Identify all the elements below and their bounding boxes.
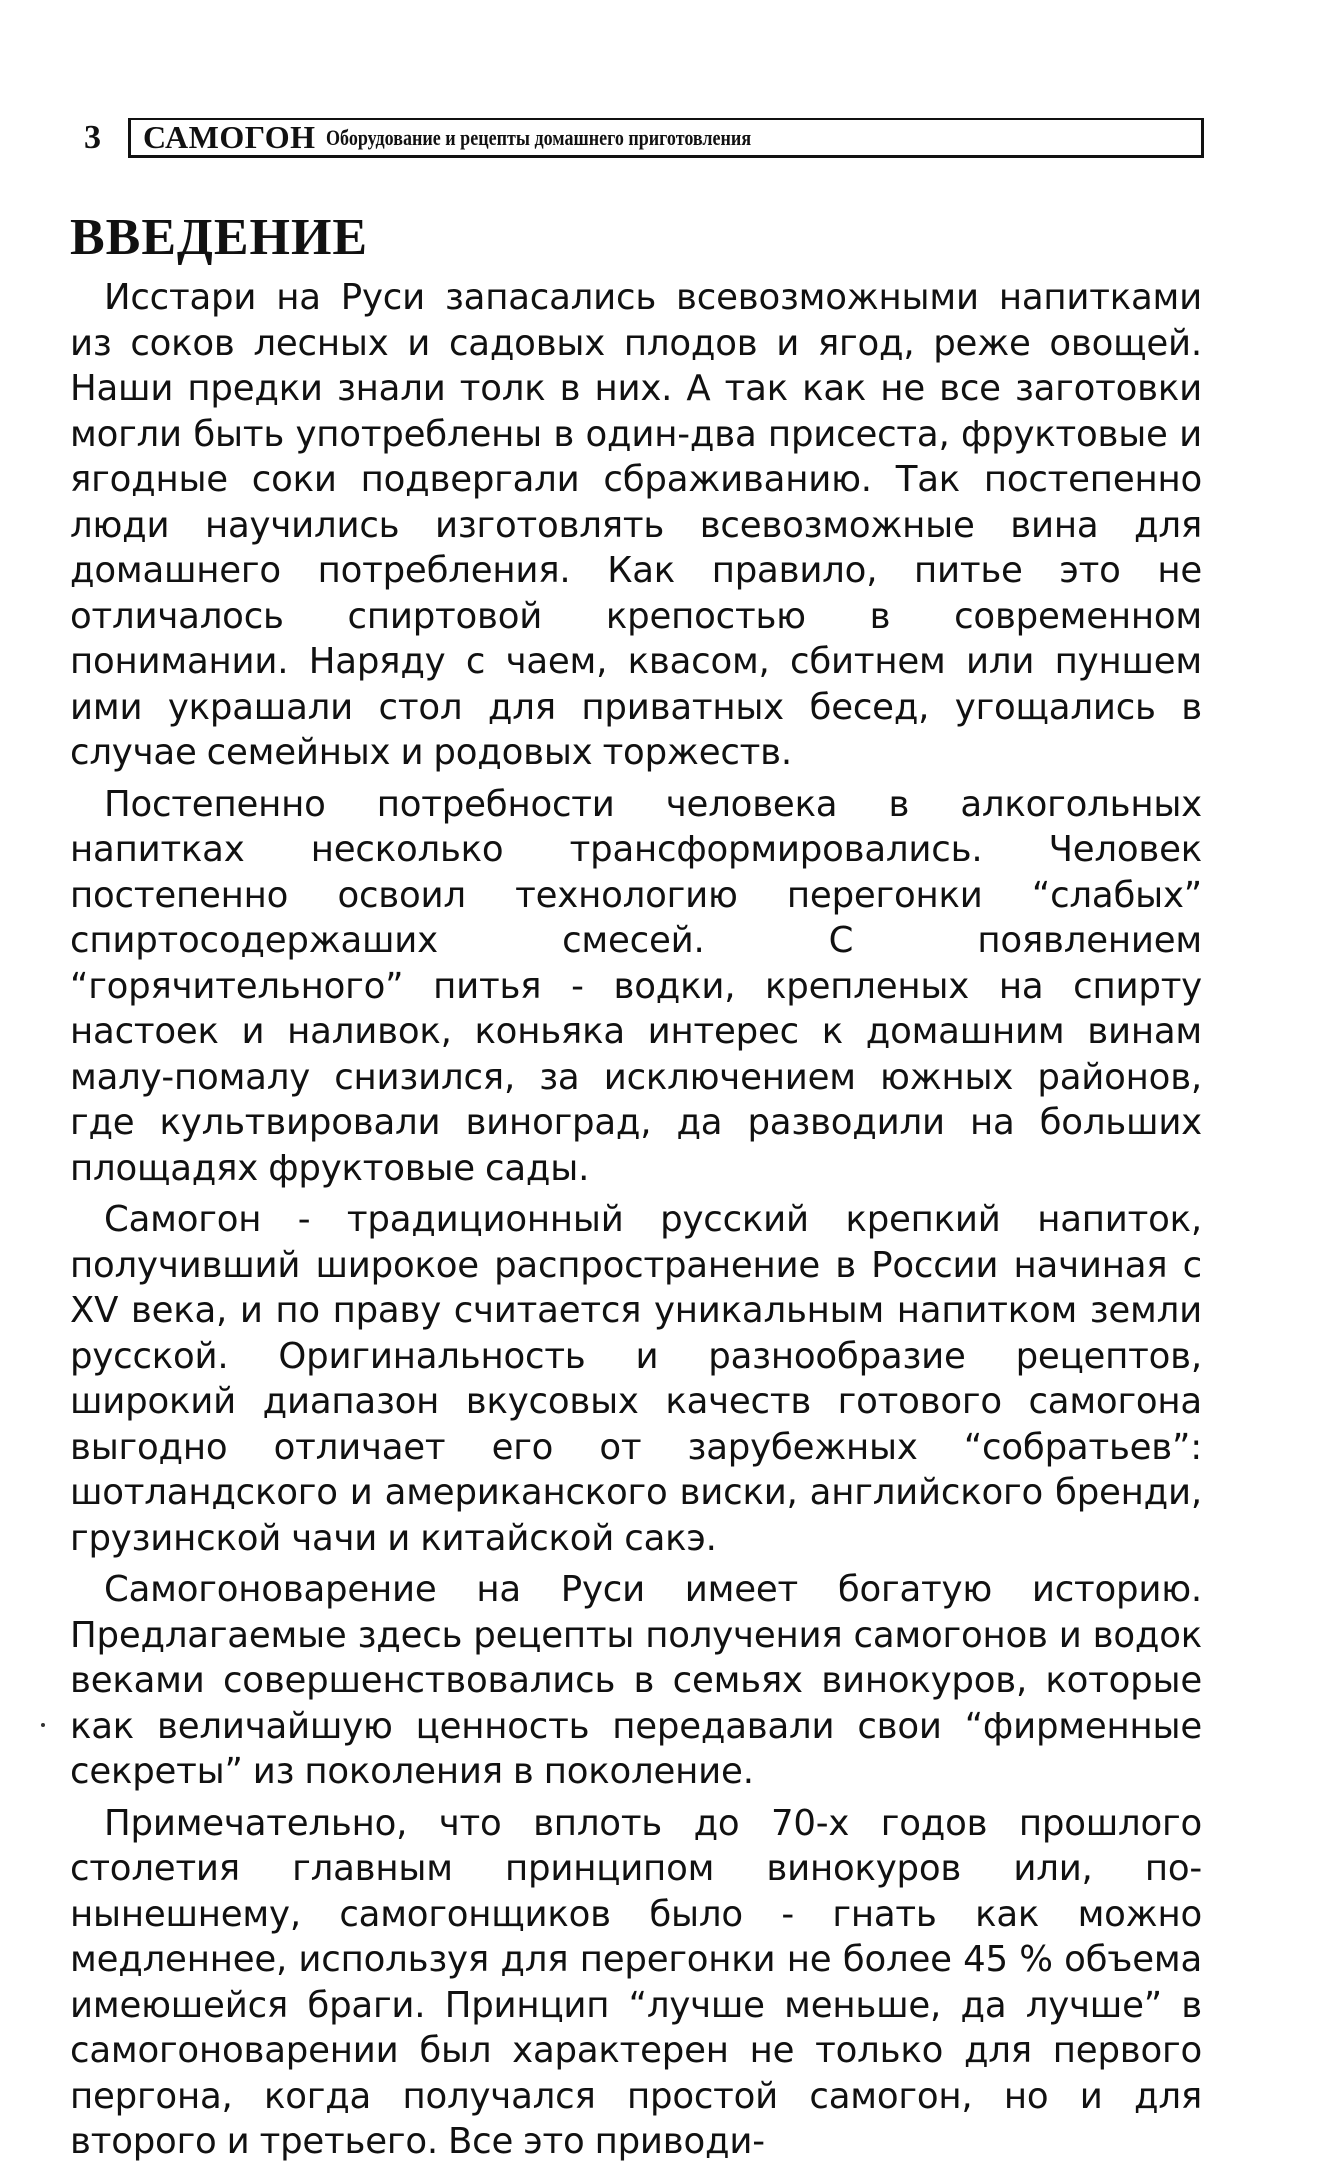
book-title: САМОГОН — [143, 119, 316, 155]
paragraph-3: Самогон - традиционный русский крепкий напиток, получивший широкое распространение в России начиная с XV века, и по праву считается уникальным напитком земли русской. Оригинальность и разнообразие рецептов, широкий диапазон вкусовых качеств готового самогона выгодно отличает его от зарубежных “собратьев”: шотландского и американского виски, английского бренди, грузинской чачи и китайской сакэ. — [70, 1199, 1202, 1559]
paragraph-4: Самогоноварение на Руси имеет богатую историю. Предлагаемые здесь рецепты получения самогонов и водок веками совершенствовались в семьях винокуров, которые как величайшую ценность передавали свои “фирменные секреты” из поколения в поколение. — [70, 1569, 1202, 1792]
page-number: 3 — [84, 119, 101, 156]
running-header — [84, 116, 1204, 160]
paragraph-2: Постепенно потребности человека в алкогольных напитках несколько трансформировались. Человек постепенно освоил технологию перегонки “слабых” спиртосодержаших смесей. С появлением “горячительного” питья - водки, крепленых на спирту настоек и наливок, коньяка интерес к домашним винам малу-помалу снизился, за исключением южных районов, где культвировали виноград, да разводили на больших площадях фруктовые сады. — [70, 783, 1202, 1189]
header-box — [128, 118, 1204, 158]
chapter-title: ВВЕДЕНИЕ — [70, 209, 369, 266]
scan-speck — [41, 1723, 45, 1727]
paragraph-5: Примечательно, что вплоть до 70-х годов прошлого столетия главным принципом винокуров или, по-нынешнему, самогонщиков было - гнать как можно медленнее, используя для перегонки не более 45 % объема имеюшейся браги. Принцип “лучше меньше, да лучше” в самогоноварении был характерен не только для первого пергона, когда получался простой самогон, но и для второго и третьего. Все это приводи- — [70, 1802, 1202, 2162]
body-text — [70, 275, 1202, 2171]
book-subtitle: Оборудование и рецепты домашнего приготовления — [325, 124, 751, 150]
paragraph-1: Исстари на Руси запасались всевозможными напитками из соков лесных и садовых плодов и ягод, реже овощей. Наши предки знали толк в них. А так как не все заготовки могли быть употреблены в один-два присеста, фруктовые и ягодные соки подвергали сбраживанию. Так постепенно люди научились изготовлять всевозможные вина для домашнего потребления. Как правило, питье это не отличалось спиртовой крепостью в современном понимании. Наряду с чаем, квасом, сбитнем или пуншем ими украшали стол для приватных бесед, угощались в случае семейных и родовых торжеств. — [70, 277, 1202, 773]
